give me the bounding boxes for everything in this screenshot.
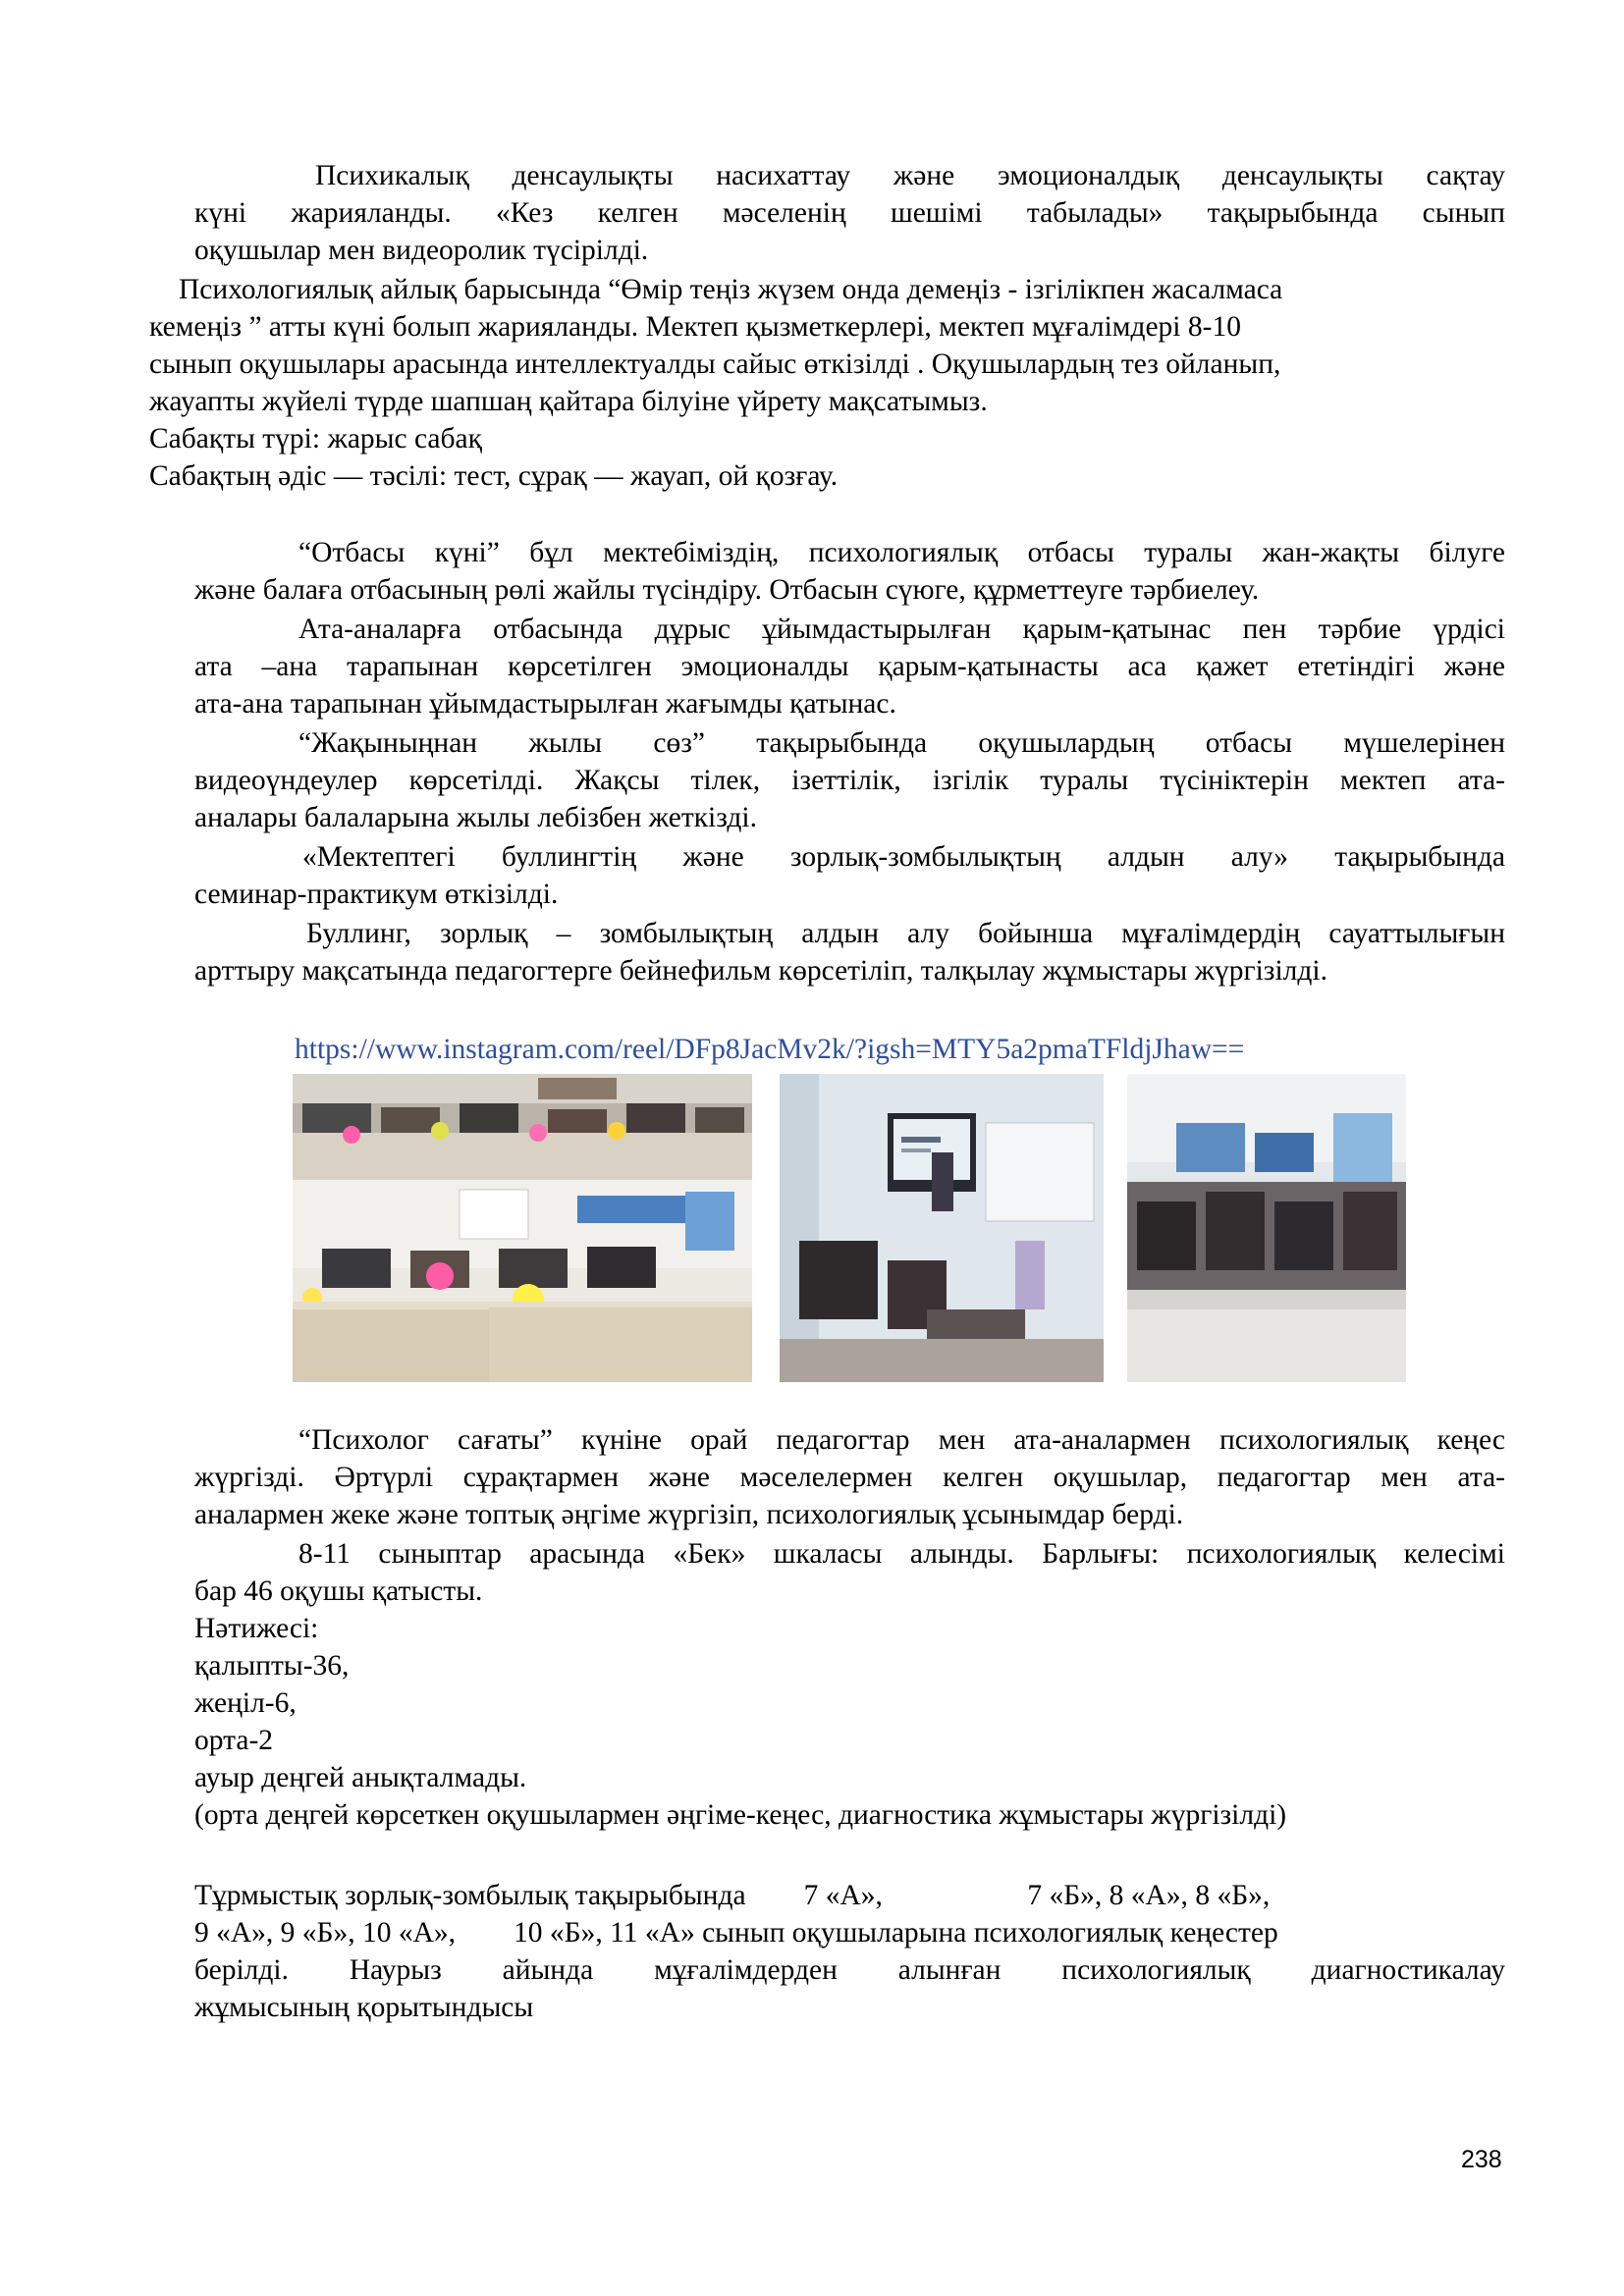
p4-line-3: ата-ана тарапынан ұйымдастырылған жағымды қатынас. [194, 688, 896, 720]
p2-line-2: кемеңіз ” атты күні болып жарияланды. Мектеп қызметкерлері, мектеп мұғалімдері 8-10 [149, 311, 1241, 343]
p1-line-1: Психикалық денсаулықты насихаттау және эмоционалдық денсаулықты сақтау [315, 160, 1505, 191]
p4-line-2: ата –ана тарапынан көрсетілген эмоционалды қарым-қатынасты аса қажет ететіндігі және [194, 651, 1505, 682]
results-label: Нәтижесі: [194, 1613, 319, 1644]
p3-line-1: “Отбасы күні” бұл мектебіміздің, психологиялық отбасы туралы жан-жақты білуге [298, 537, 1505, 568]
p6-line-1: «Мектептегі буллингтің және зорлық-зомбылықтың алдын алу» тақырыбында [302, 841, 1505, 873]
p2-line-1: Психологиялық айлық барысында “Өмір теңіз жүзем онда демеңіз - ізгілікпен жасалмаса [179, 274, 1283, 305]
result-mild: жеңіл-6, [194, 1687, 297, 1719]
p5-line-1: “Жақыныңнан жылы сөз” тақырыбында оқушылардың отбасы мүшелерінен [298, 727, 1505, 759]
p2-line-3: сынып оқушылары арасында интеллектуалды сайыс өткізілді . Оқушылардың тез ойланып, [149, 348, 1281, 380]
classroom-seminar-photo-image [1127, 1074, 1406, 1382]
p7-line-2: арттыру мақсатында педагогтерге бейнефильм көрсетіліп, талқылау жұмыстары жүргізілді. [194, 955, 1327, 987]
result-note: (орта деңгей көрсеткен оқушылармен әңгіме-кеңес, диагностика жұмыстары жүргізілді) [194, 1799, 1287, 1831]
result-medium: орта-2 [194, 1725, 274, 1756]
p10-line-4: жұмысының қорытындысы [194, 1992, 534, 2023]
p7-line-1: Буллинг, зорлық – зомбылықтың алдын алу бойынша мұғалімдердің сауаттылығын [306, 918, 1505, 949]
p9-line-1: 8-11 сыныптар арасында «Бек» шкаласы алынды. Барлығы: психологиялық келесімі [298, 1538, 1505, 1570]
instagram-link[interactable]: https://www.instagram.com/reel/DFp8JacMv2k/?igsh=MTY5a2pmaTFldjJhaw== [295, 1034, 1245, 1065]
p1-line-2: күні жарияланды. «Кез келген мәселенің шешімі табылады» тақырыбында сынып [194, 197, 1505, 229]
p2-line-4: жауапты жүйелі түрде шапшаң қайтара білуіне үйрету мақсатымыз. [149, 386, 988, 417]
p8-line-1: “Психолог сағаты” күніне орай педагогтар мен ата-аналармен психологиялық кеңес [298, 1424, 1505, 1456]
lesson-type: Сабақты түрі: жарыс сабақ [149, 423, 482, 454]
page-number: 238 [1461, 2146, 1502, 2173]
p5-line-2: видеоүндеулер көрсетілді. Жақсы тілек, ізеттілік, ізгілік туралы түсініктерін мектеп ата- [194, 765, 1505, 796]
lesson-method: Сабақтың әдіс — тәсілі: тест, сұрақ — жауап, ой қозғау. [149, 460, 839, 492]
p1-line-3: оқушылар мен видеоролик түсірілді. [194, 235, 649, 266]
p8-line-3: аналармен жеке және топтық әңгіме жүргізіп, психологиялық ұсынымдар берді. [194, 1499, 1184, 1530]
p3-line-2: және балаға отбасының рөлі жайлы түсіндіру. Отбасын сүюге, құрметтеуге тәрбиелеу. [194, 574, 1260, 606]
p10-line-1: Тұрмыстық зорлық-зомбылық тақырыбында 7 «А», 7 «Б», 8 «А», 8 «Б», [194, 1880, 1271, 1911]
p10-line-2: 9 «А», 9 «Б», 10 «А», 10 «Б», 11 «А» сынып оқушыларына психологиялық кеңестер [194, 1917, 1278, 1949]
classroom-photo-collage [293, 1074, 752, 1382]
result-normal: қалыпты-36, [194, 1650, 350, 1682]
p6-line-2: семинар-практикум өткізілді. [194, 879, 559, 910]
classroom-photo-collage-image [293, 1074, 752, 1382]
p10-line-3: берілді. Наурыз айында мұғалімдерден алынған психологиялық диагностикалау [194, 1954, 1505, 1986]
presentation-photo [780, 1074, 1104, 1382]
p5-line-3: аналары балаларына жылы лебізбен жеткізді. [194, 802, 757, 833]
classroom-seminar-photo [1127, 1074, 1406, 1382]
presentation-photo-image [780, 1074, 1104, 1382]
p9-line-2: бар 46 оқушы қатысты. [194, 1575, 483, 1607]
result-severe: ауыр деңгей анықталмады. [194, 1762, 527, 1793]
p4-line-1: Ата-аналарға отбасында дұрыс ұйымдастырылған қарым-қатынас пен тәрбие үрдісі [298, 614, 1505, 645]
p8-line-2: жүргізді. Әртүрлі сұрақтармен және мәселелермен келген оқушылар, педагогтар мен ата- [194, 1462, 1505, 1493]
